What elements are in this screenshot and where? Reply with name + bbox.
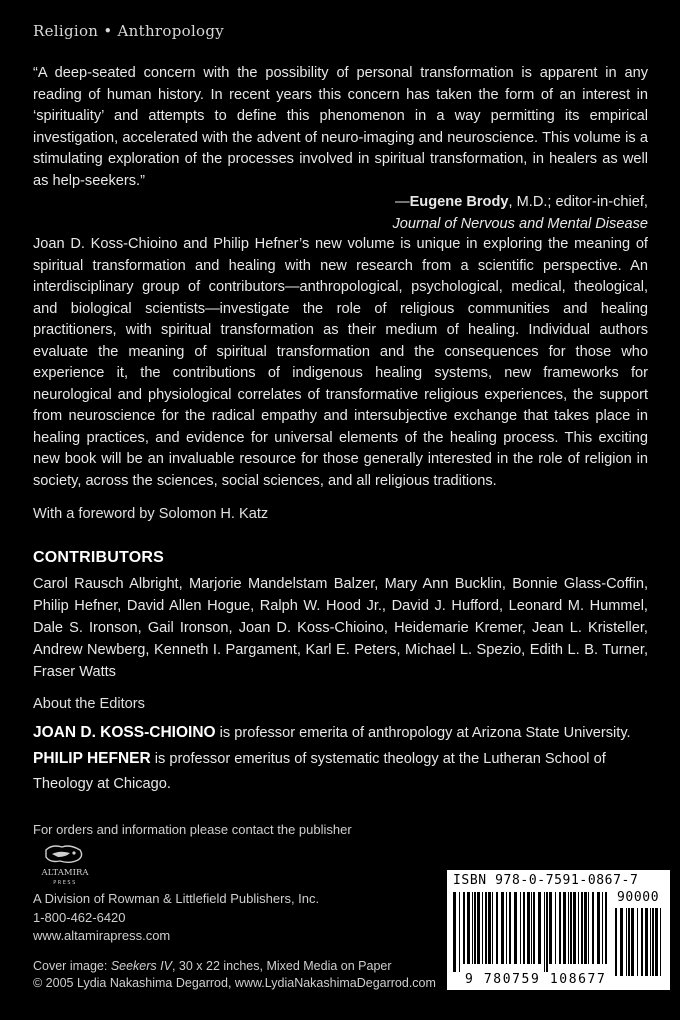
barcode-bar xyxy=(620,908,623,976)
barcode-bar xyxy=(533,892,535,964)
isbn-barcode xyxy=(447,870,670,990)
barcode-bar xyxy=(568,892,569,964)
barcode-bar xyxy=(645,908,648,976)
barcode-bar xyxy=(463,892,465,964)
barcode-bar xyxy=(655,908,658,976)
price-barcode-bars xyxy=(615,908,663,984)
barcode-bar xyxy=(570,892,572,964)
barcode-bar xyxy=(477,892,480,964)
quote-author: Eugene Brody xyxy=(409,194,509,210)
barcode-bar xyxy=(459,892,460,972)
barcode-bar xyxy=(573,892,576,964)
barcode-bar xyxy=(482,892,483,964)
barcode-bar xyxy=(628,908,630,976)
barcode-bar xyxy=(602,892,603,964)
endorsement-quote xyxy=(33,63,648,235)
category-label: Religion • Anthropology xyxy=(33,22,225,40)
logo-subword: PRESS xyxy=(53,880,77,886)
barcode-bar xyxy=(485,892,487,964)
isbn-number: ISBN 978-0-7591-0867-7 xyxy=(453,873,639,888)
barcode-bar xyxy=(626,908,627,976)
barcode-bar xyxy=(506,892,507,964)
price-code: 90000 xyxy=(617,890,660,905)
editor-bio xyxy=(33,720,648,746)
publisher-info xyxy=(33,890,319,946)
barcode-bar xyxy=(531,892,532,964)
barcode-bar xyxy=(472,892,473,964)
barcode-bar xyxy=(597,892,600,964)
barcode-bar xyxy=(563,892,566,964)
barcode-bar xyxy=(605,892,607,964)
barcode-bar xyxy=(584,892,587,964)
contributors-heading: CONTRIBUTORS xyxy=(33,549,164,566)
barcode-bar xyxy=(514,892,517,964)
contributors-list: Carol Rausch Albright, Marjorie Mandelstam Balzer, Mary Ann Bucklin, Bonnie Glass-Coffin, Philip Hefner, David Allen Hogue, Ralph W. Hood Jr., David J. Hufford, Leonard M. Hummel, Dale S. Ironson, Gail Ironson, Joan D. Koss-Chioino, Heidemarie Kremer, Jean L. Kristeller, Andrew Newberg, Kenneth I. Pargament, Karl E. Peters, Michael L. Spezio, Edith L. B. Turner, Fraser Watts xyxy=(33,576,648,680)
barcode-bar xyxy=(546,892,548,972)
barcode-bar xyxy=(631,908,634,976)
barcode-bar xyxy=(488,892,491,964)
logo-wordmark: ALTAMIRA xyxy=(41,868,89,878)
publisher-division: A Division of Rowman & Littlefield Publishers, Inc. xyxy=(33,891,320,906)
cover-credits xyxy=(33,958,436,992)
barcode-bar xyxy=(520,892,521,964)
editors-bios xyxy=(33,720,648,797)
barcode-bar xyxy=(559,892,561,964)
editor-bio-text: is professor emerita of anthropology at Arizona State University. xyxy=(215,725,631,741)
barcode-bar xyxy=(652,908,654,976)
barcode-bar xyxy=(467,892,470,964)
barcode-bar xyxy=(523,892,525,964)
editor-name: JOAN D. KOSS-CHIOINO xyxy=(33,724,216,741)
barcode-bar xyxy=(492,892,493,964)
book-description: Joan D. Koss-Chioino and Philip Hefner’s new volume is unique in exploring the meaning of spiritual transformation and healing with new research from a scientific perspective. An interdisciplinary group of contributors—anthropological, psychological, medical, theological, and biological scientists—investigate the role of religious communities and healing practitioners, with spiritual transformation as their medium of healing. Individual authors evaluate the meaning of spiritual transformation and the consequences for those who experience it, the contributions of indigenous healing systems, new frameworks for neurological and physiological correlates of transformative religious experiences, the support from neuroscience for the radical empathy and intersubjective exchange that takes place in healing practices, and evidence for universal elements of the healing process. This exciting new book will be an invaluable resource for those generally interested in the role of religion in society, across the sciences, social sciences, and all religious traditions. xyxy=(33,236,648,489)
quote-journal: Journal of Nervous and Mental Disease xyxy=(392,215,648,232)
cover-image-credit xyxy=(33,958,436,975)
editor-name: PHILIP HEFNER xyxy=(33,750,151,767)
quote-text: “A deep-seated concern with the possibility of personal transformation is apparent in any reading of human history. In recent years this concern has taken the form of an interest in ‘spirituality’ and attempts to define this phenomenon in a way permitting its empirical investigation, accelerated with the advent of neuro-imaging and neuroscience. This volume is a stimulating exploration of the processes involved in spiritual transformation, in healers as well as help-seekers.” xyxy=(33,65,648,189)
barcode-bar xyxy=(527,892,530,964)
barcode-bar xyxy=(641,908,643,976)
ean-number: 9 780759 108677 xyxy=(465,972,607,987)
copyright-line: © 2005 Lydia Nakashima Degarrod, www.LydiaNakashimaDegarrod.com xyxy=(33,976,436,990)
barcode-bar xyxy=(581,892,583,964)
publisher-logo xyxy=(40,842,90,888)
barcode-bar xyxy=(501,892,504,964)
ean-barcode-bars xyxy=(453,892,611,972)
barcode-bar xyxy=(538,892,541,964)
quote-author-role: , M.D.; editor-in-chief, xyxy=(508,194,648,210)
cover-credit-prefix: Cover image: xyxy=(33,959,111,973)
cover-credit-details: , 30 x 22 inches, Mixed Media on Paper xyxy=(171,959,392,973)
editor-bio xyxy=(33,746,648,797)
barcode-bar xyxy=(544,892,545,972)
barcode-bar xyxy=(578,892,579,964)
publisher-phone: 1-800-462-6420 xyxy=(33,909,126,925)
altamira-logo-icon xyxy=(40,842,90,888)
editor-bio-text: is professor emeritus of systematic theology at the Lutheran School of Theology at Chicago. xyxy=(33,751,606,792)
barcode-bar xyxy=(496,892,498,964)
barcode-bar xyxy=(650,908,651,976)
quote-attribution xyxy=(33,192,648,235)
barcode-bar xyxy=(509,892,511,964)
foreword-note: With a foreword by Solomon H. Katz xyxy=(33,506,269,522)
barcode-bar xyxy=(660,908,661,976)
barcode-bar xyxy=(555,892,556,964)
barcode-bar xyxy=(474,892,476,964)
orders-note: For orders and information please contact the publisher xyxy=(33,822,352,837)
barcode-bar xyxy=(549,892,552,964)
publisher-website: www.altamirapress.com xyxy=(33,928,171,943)
barcode-bar xyxy=(592,892,594,964)
barcode-bar xyxy=(637,908,638,976)
quote-dash: — xyxy=(394,194,410,210)
barcode-bar xyxy=(453,892,456,972)
barcode-bar xyxy=(588,892,589,964)
barcode-bar xyxy=(615,908,617,976)
about-editors-heading: About the Editors xyxy=(33,696,145,712)
cover-art-title: Seekers IV xyxy=(110,959,172,973)
